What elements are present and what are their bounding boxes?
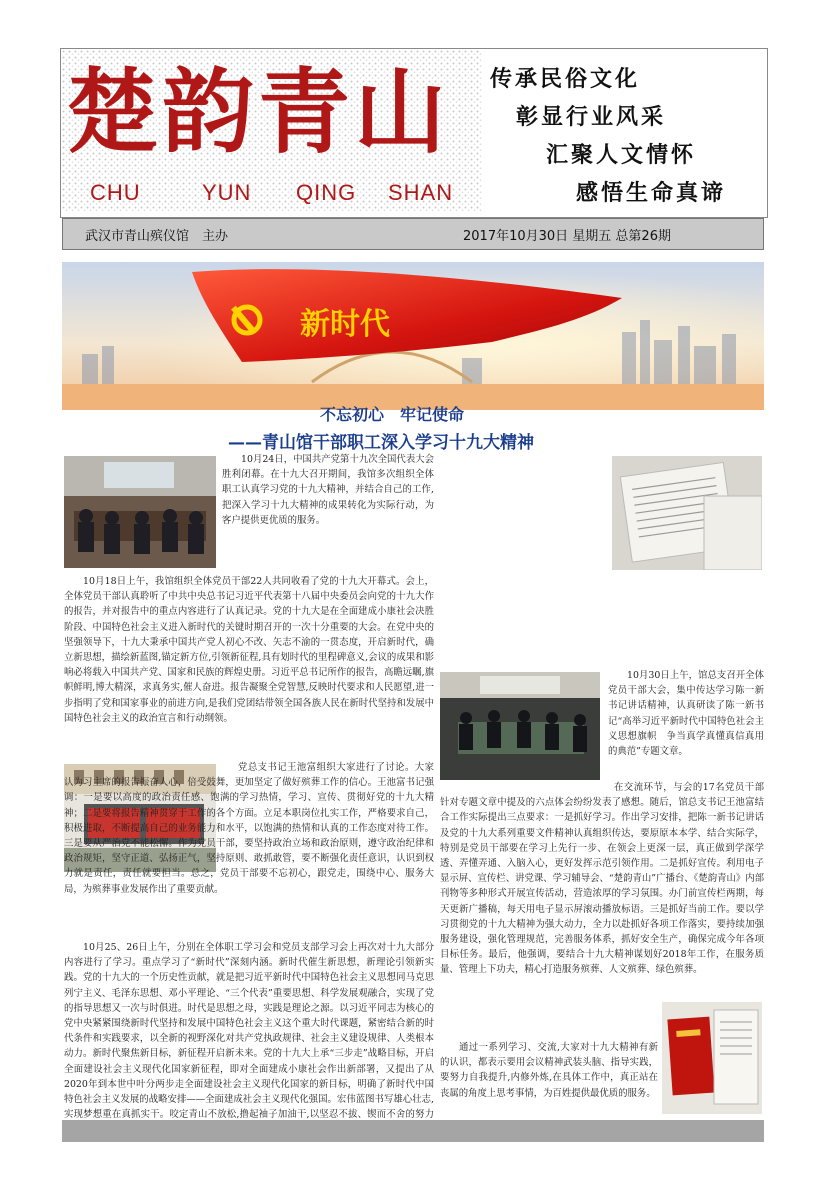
romaji-qing: QING	[296, 180, 357, 205]
booklet-photo	[662, 1002, 762, 1114]
slogan-3: 汇聚人文情怀	[546, 143, 697, 168]
article-para-5: 10月30日上午，馆总支召开全体党员干部大会，集中传达学习陈一新书记讲话精神，认真研读了陈一新书记“高举习近平新时代中国特色社会主义思想旗帜 争当真学真懂真信真用的典范”专题文章。	[608, 670, 764, 758]
romaji-shan: SHAN	[388, 180, 454, 205]
publisher-label: 武汉市青山殡仪馆 主办	[85, 229, 229, 244]
meeting-photo	[64, 456, 216, 568]
document-photo	[612, 456, 762, 570]
article-para-7: 通过一系列学习、交流,大家对十九大精神有新的认识，都表示要用会议精神武装头脑、指导实践，要努力自我提升,内修外炼,在具体工作中，真正站在丧属的角度上思考事情，为百姓提供最优质的服务。	[440, 1042, 658, 1099]
meeting-hall-photo	[440, 672, 600, 780]
article-para-6: 在交流环节，与会的17名党员干部针对专题文章中提及的六点体会纷纷发表了感想。随后，馆总支书记王池富结合工作实际提出三点要求：一是抓好学习。作出学习安排，把陈一新书记讲话及党的十九大系列重要文件精神认真组织传达，要原原本本学、结合实际学，特别是党员干部要在学习上先行一步、在领会上更深一层，真正做到学深学透、弄懂弄通、入脑入心，更好发挥示范引领作用。二是抓好宣传。利用电子显示屏、宣传栏、讲党课、学习辅导会、“楚韵青山”广播台、《楚韵青山》内部刊物等多种形式开展宣传活动，营造浓厚的学习氛围。办门前宣传栏两期，每天更新广播稿，每天用电子显示屏滚动播放标语。三是抓好当前工作。要以学习贯彻党的十九大精神为强大动力，全力以赴抓好各项工作落实，要持续加强服务建设，强化管理规范，完善服务体系，抓好安全生产，确保完成今年各项目标任务。最后，他强调，要结合十九大精神谋划好2018年工作，在服务质量、管理上下功夫，精心打造服务殡葬、人文殡葬、绿色殡葬。	[440, 782, 764, 976]
masthead-title: 楚韵青山	[66, 58, 451, 166]
slogan-4: 感悟生命真谛	[576, 181, 727, 206]
headline-sub: ——青山馆干部职工深入学习十九大精神	[228, 433, 534, 453]
svg-text:新时代: 新时代	[300, 307, 390, 342]
issue-info-bar	[62, 218, 764, 250]
article-para-2: 10月18日上午，我馆组织全体党员干部22人共同收看了党的十九大开幕式。会上，全体党员干部认真聆听了中共中央总书记习近平代表第十八届中央委员会向党的十九大作的报告，并对报告中的重点内容进行了认真记录。党的十九大是在全面建成小康社会决胜阶段、中国特色社会主义进入新时代的关键时期召开的一次十分重要的大会。在党中央的坚强领导下，十九大秉承中国共产党人初心不改、矢志不渝的一贯态度，开启新时代，确立新思想，描绘新蓝图,锚定新方位,引领新征程,具有划时代的里程碑意义,会议的成果和影响必将载入中国共产党、国家和民族的辉煌史册。习近平总书记所作的报告，高瞻远瞩,旗帜鲜明,博大精深，求真务实,催人奋进。报告凝聚全党智慧,反映时代要求和人民愿望,进一步指明了党和国家事业的前进方向,是我们党团结带领全国各族人民在新时代坚持和发展中国特色社会主义的政治宣言和行动纲领。	[64, 576, 434, 724]
issue-date: 2017年10月30日 星期五 总第26期	[463, 229, 671, 244]
romaji-chu: CHU	[90, 180, 141, 205]
article-para-1: 10月24日，中国共产党第十九次全国代表大会胜利闭幕。在十九大召开期间，我馆多次组织全体职工认真学习党的十九大精神，并结合自己的工作,把深入学习十九大精神的成果转化为实际行动，为客户提供更优质的服务。	[222, 454, 434, 526]
footer-bar	[62, 1120, 764, 1142]
headline-main: 不忘初心 牢记使命	[320, 405, 465, 424]
slogan-1: 传承民俗文化	[490, 67, 641, 92]
article-para-3: 党总支书记王池富组织大家进行了讨论。大家认为习主席的报告振奋人心，倍受鼓舞，更加坚定了做好殡葬工作的信心。王池富书记强调：一是要以高度的政治责任感、饱满的学习热情，学习、宣传、贯彻好党的十九大精神；二是要将报告精神贯穿于工作的各个方面。立足本职岗位扎实工作，严格要求自己，积极进取，不断提高自己的业务能力和水平，以饱满的热情和认真的工作态度对待工作。三是要从严治党不能松懈。作为党员干部，要坚持政治立场和政治原则，遵守政治纪律和政治规矩，坚守正道、弘扬正气，坚持原则、敢抓敢管，要不断强化责任意识，认识到权力就是责任，责任就要担当。总之，党员干部要不忘初心，跟党走，围绕中心、服务大局，为殡葬事业发展作出了重要贡献。	[64, 762, 434, 895]
romaji-yun: YUN	[202, 180, 252, 205]
new-era-banner	[62, 262, 764, 410]
masthead-logo	[62, 50, 482, 212]
slogan-2: 彰显行业风采	[516, 105, 667, 130]
article-para-4: 10月25、26日上午，分别在全体职工学习会和党员支部学习会上再次对十九大部分内容进行了学习。重点学习了“新时代”深刻内涵。新时代催生新思想，新理论引领新实践。党的十九大的一个历史性贡献，就是把习近平新时代中国特色社会主义思想同马克思列宁主义、毛泽东思想、邓小平理论、“三个代表”重要思想、科学发展观融合，实现了党的指导思想又一次与时俱进。时代是思想之母，实践是理论之源。以习近平同志为核心的党中央紧紧围绕新时代坚持和发展中国特色社会主义这个重大时代课题，紧密结合新的时代条件和实践要求，以全新的视野深化对共产党执政规律、社会主义建设规律、人类根本动力。新时代聚焦新目标，新征程开启新未来。党的十九大上承“三步走”战略目标，开启全面建设社会主义现代化国家新征程，即对全面建成小康社会作出新部署，又提出了从2020年到本世中叶分两步走全面建设社会主义现代化国家的新目标，明确了新时代中国特色社会主义发展的战略安排——全面建成社会主义现代化强国。宏伟蓝图书写雄心壮志,实现梦想重在真抓实干。咬定青山不放松,撸起袖子加油干,以坚忍不拔、锲而不舍的努力	[64, 942, 434, 1121]
